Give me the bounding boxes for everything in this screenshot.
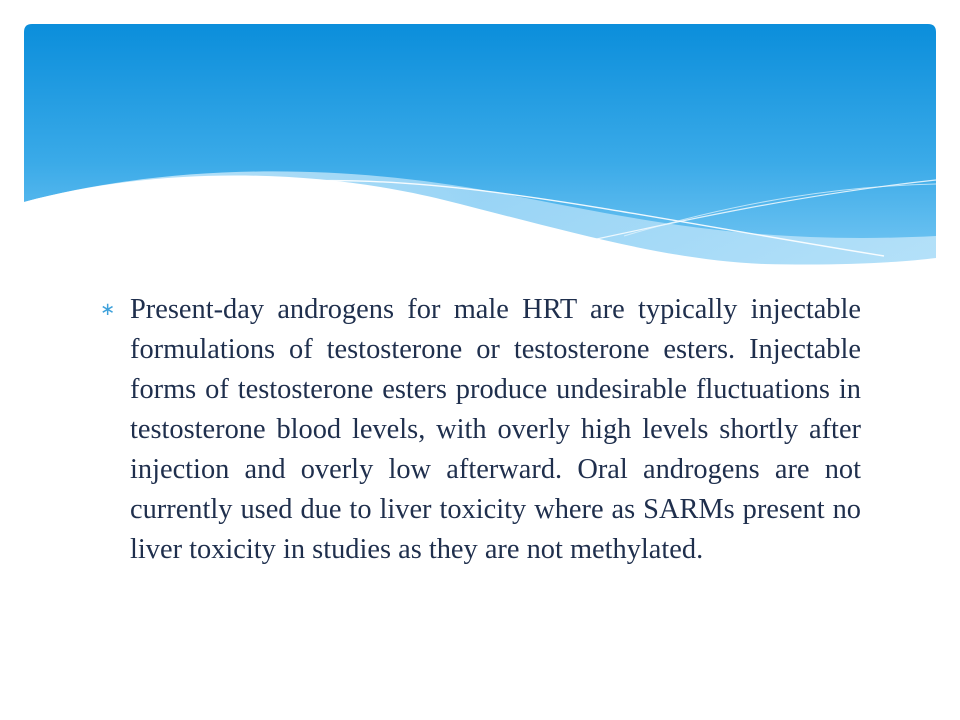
header-wave-banner [24, 24, 936, 274]
bullet-text: Present-day androgens for male HRT are typically injectable formulations of testosterone or testosterone esters. Injectable forms of testosterone esters produce undesirable fluctuations in testosterone blood levels, with overly high levels shortly after injection and overly low afterward. Oral androgens are not currently used due to liver toxicity where as SARMs present no liver toxicity in studies as they are not methylated. [130, 294, 861, 565]
slide-body [96, 290, 861, 570]
bullet-item [96, 290, 861, 570]
asterisk-bullet-icon: ∗ [100, 299, 116, 320]
wave-graphic [24, 24, 936, 274]
